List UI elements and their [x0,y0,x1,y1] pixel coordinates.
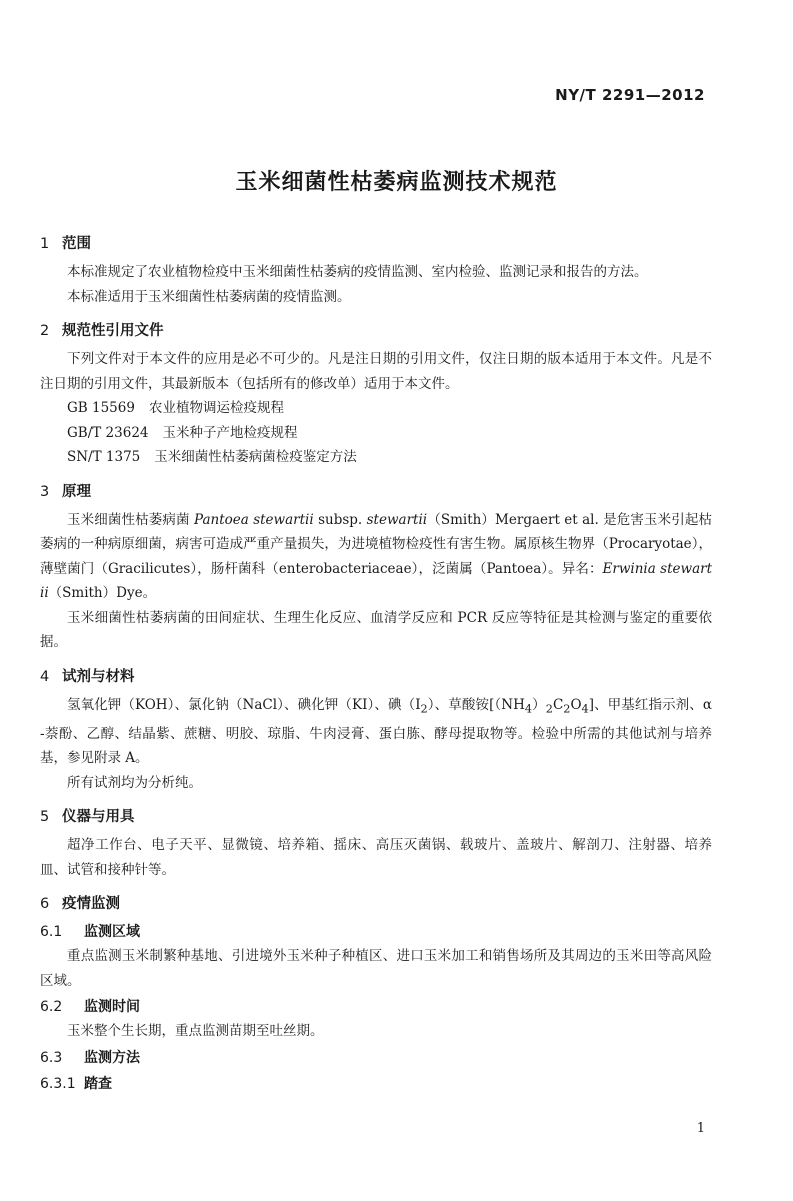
section-3-paragraph-2: 玉米细菌性枯萎病菌的田间症状、生理生化反应、血清学反应和 PCR 反应等特征是其检测与鉴定的重要依据。 [40,609,712,650]
section-1-paragraph-2: 本标准适用于玉米细菌性枯萎病菌的疫情监测。 [67,288,351,305]
reference-item [40,396,712,421]
standard-code: NY/T 2291—2012 [555,86,705,104]
section-5-heading [40,805,712,829]
subsection-title: 踏查 [84,1075,112,1092]
text-run: （Smith）Mergaert et al. 是危害玉米引起枯萎病的一种病原细菌，病害可造成严重产量损失，为进境植物检疫性有害生物。属原核生物界（Procaryotae），薄壁菌门（Gracilicutes），肠杆菌科（enterobacteriaceae），泛菌属（Pantoea）。异名： [40,511,713,577]
subsection-6-3-heading [40,1046,712,1070]
subsection-number: 6.3.1 [40,1075,76,1092]
section-4-paragraph-2: 所有试剂均为分析纯。 [67,774,202,791]
section-2-heading [40,319,712,343]
subsection-title: 监测时间 [84,999,140,1016]
subsection-number: 6.1 [40,924,63,941]
text-run: ）、草酸铵[（NH [427,696,525,713]
section-4-heading [40,665,712,689]
reference-item [40,445,712,470]
section-2-paragraph-1: 下列文件对于本文件的应用是必不可少的。凡是注日期的引用文件，仅注日期的版本适用于本文件。凡是不注日期的引用文件，其最新版本（包括所有的修改单）适用于本文件。 [40,351,712,392]
reference-code: GB 15569 [67,400,135,416]
scientific-name: Pantoea stewartii [193,511,314,528]
section-3-heading [40,480,712,504]
text-run: 玉米细菌性枯萎病菌 [67,511,194,528]
section-title: 仪器与用具 [62,809,135,826]
subsection-6-3-1-heading [40,1072,712,1096]
section-number: 4 [40,668,50,685]
section-number: 3 [40,483,50,500]
text-run: ]、甲基红指示剂、α-萘酚、乙醇、结晶紫、蔗糖、明胶、琼脂、牛肉浸膏、蛋白胨、酵母提取物等。检验中所需的其他试剂与培养基，参见附录 A。 [40,696,713,767]
section-title: 范围 [62,236,91,252]
section-1-heading [40,232,712,256]
section-6-heading [40,892,712,916]
section-number: 5 [40,809,50,826]
reference-code: GB/T 23624 [67,424,149,441]
subsection-6-2-heading [40,995,712,1019]
section-3-paragraph-1 [40,508,712,606]
subscript: 2 [420,702,428,716]
text-run: 氢氧化钾（KOH）、氯化钠（NaCl）、碘化钾（KI）、碘（I [67,696,421,713]
scientific-name: Erwinia stewartii [40,560,712,601]
subscript: 2 [545,702,553,716]
reference-name: 农业植物调运检疫规程 [148,400,284,416]
text-run: O [570,696,582,713]
page-number: 1 [696,1121,705,1136]
reference-name: 玉米细菌性枯萎病菌检疫鉴定方法 [154,449,357,465]
reference-code: SN/T 1375 [67,449,141,465]
subscript: 4 [581,702,589,716]
section-title: 疫情监测 [62,896,120,913]
section-number: 2 [40,323,50,339]
subscript: 4 [524,702,533,716]
text-run: ） [532,696,546,713]
section-title: 原理 [62,483,91,500]
subsection-6-2-paragraph: 玉米整个生长期，重点监测苗期至吐丝期。 [67,1023,324,1040]
section-title: 试剂与材料 [62,668,135,685]
subsection-title: 监测方法 [84,1049,140,1066]
subscript: 2 [563,702,571,716]
subsection-title: 监测区域 [84,924,140,941]
reference-item [40,421,712,446]
document-body [40,232,712,1096]
scientific-name: stewartii [366,511,428,528]
subsection-6-1-heading [40,920,712,944]
section-title: 规范性引用文件 [62,323,164,339]
section-5-paragraph-1: 超净工作台、电子天平、显微镜、培养箱、摇床、高压灭菌锅、载玻片、盖玻片、解剖刀、注射器、培养皿、试管和接种针等。 [40,837,712,878]
text-run: subsp. [313,511,367,528]
text-run: （Smith）Dye。 [48,585,157,601]
section-4-paragraph-1 [40,693,712,771]
text-run: C [552,696,564,713]
reference-name: 玉米种子产地检疫规程 [162,424,298,441]
subsection-6-1-paragraph: 重点监测玉米制繁种基地、引进境外玉米种子种植区、进口玉米加工和销售场所及其周边的玉米田等高风险区域。 [40,948,712,989]
section-number: 6 [40,896,50,913]
subsection-number: 6.2 [40,999,63,1016]
document-title: 玉米细菌性枯萎病监测技术规范 [235,170,558,195]
subsection-number: 6.3 [40,1049,63,1066]
section-1-paragraph-1: 本标准规定了农业植物检疫中玉米细菌性枯萎病的疫情监测、室内检验、监测记录和报告的方法。 [67,264,648,280]
section-number: 1 [40,236,50,252]
